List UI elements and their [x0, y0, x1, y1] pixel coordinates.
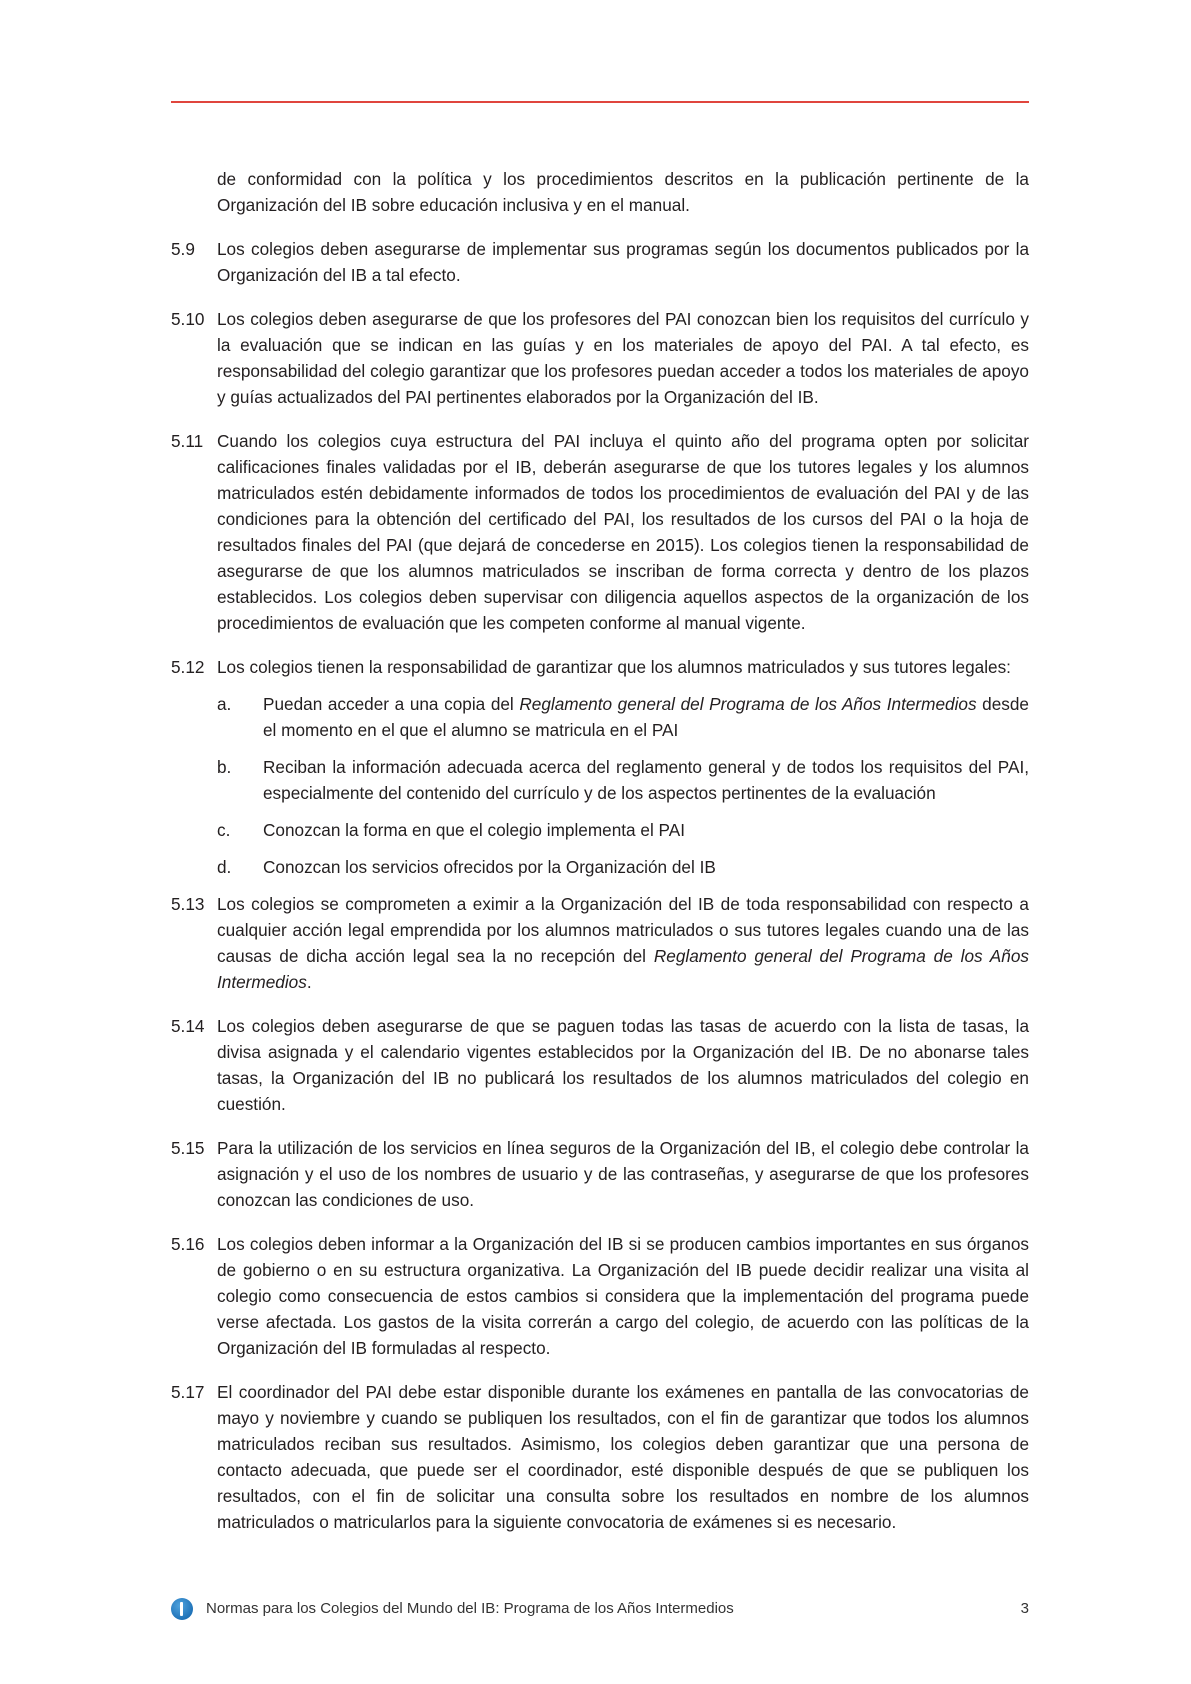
subclause-a [217, 691, 1029, 743]
clause-number: 5.12 [171, 657, 205, 677]
clause-number: 5.13 [171, 894, 205, 914]
clause-5-17 [171, 1379, 1029, 1535]
clause-text: Los colegios deben asegurarse de implementar sus programas según los documentos publicados por la Organización del IB a tal efecto. [217, 239, 1029, 285]
clause-text: El coordinador del PAI debe estar disponible durante los exámenes en pantalla de las convocatorias de mayo y noviembre y cuando se publiquen los resultados, con el fin de garantizar que todos los alumnos matriculados reciban sus resultados. Asimismo, los colegios deben garantizar que una persona de contacto adecuada, que puede ser el coordinador, esté disponible después de que se publiquen los resultados, con el fin de solicitar una consulta sobre los resultados en nombre de los alumnos matriculados o matricularlos para la siguiente convocatoria de exámenes si es necesario. [217, 1382, 1029, 1532]
ib-logo-icon [171, 1598, 193, 1620]
clause-5-16 [171, 1231, 1029, 1361]
clause-5-15 [171, 1135, 1029, 1213]
clause-5-13 [171, 891, 1029, 995]
clause-text: Los colegios deben informar a la Organización del IB si se producen cambios importantes en sus órganos de gobierno o en su estructura organizativa. La Organización del IB puede decidir realizar una visita al colegio como consecuencia de estos cambios si considera que la implementación del programa puede verse afectada. Los gastos de la visita correrán a cargo del colegio, de acuerdo con las políticas de la Organización del IB formuladas al respecto. [217, 1234, 1029, 1358]
subclause-text: Reciban la información adecuada acerca del reglamento general y de todos los requisitos del PAI, especialmente del contenido del currículo y de los aspectos pertinentes de la evaluación [263, 757, 1029, 803]
clause-italic-title: Reglamento general del Programa de los Años Intermedios [217, 946, 1029, 992]
clause-5-14 [171, 1013, 1029, 1117]
clause-number: 5.11 [171, 431, 204, 451]
page-number: 3 [1020, 1600, 1029, 1617]
intro-paragraph: de conformidad con la política y los procedimientos descritos en la publicación pertinente de la Organización del IB sobre educación inclusiva y en el manual. [217, 169, 1029, 215]
document-body [171, 166, 1029, 1535]
clause-text: Los colegios deben asegurarse de que los profesores del PAI conozcan bien los requisitos del currículo y la evaluación que se indican en las guías y en los materiales de apoyo del PAI. A tal efecto, es responsabilidad del colegio garantizar que los profesores puedan acceder a todos los materiales de apoyo y guías actualizados del PAI pertinentes elaborados por la Organización del IB. [217, 309, 1029, 407]
clause-number: 5.10 [171, 309, 205, 329]
subclause-d [217, 854, 1029, 880]
subclause-text: Conozcan los servicios ofrecidos por la Organización del IB [263, 857, 716, 877]
footer-title: Normas para los Colegios del Mundo del IB: Programa de los Años Intermedios [206, 1600, 734, 1617]
subclause-text-post: desde el momento en el que el alumno se matricula en el PAI [263, 694, 1029, 740]
clause-number: 5.16 [171, 1234, 205, 1254]
page-footer [171, 1598, 1029, 1624]
subclause-letter: c. [217, 820, 231, 840]
subclause-b [217, 754, 1029, 806]
clause-text: Los colegios tienen la responsabilidad de garantizar que los alumnos matriculados y sus tutores legales: [217, 657, 1011, 677]
clause-number: 5.17 [171, 1382, 205, 1402]
clause-number: 5.14 [171, 1016, 205, 1036]
subclause-text-pre: Puedan acceder a una copia del [263, 694, 520, 714]
subclause-letter: d. [217, 857, 232, 877]
clause-text: Los colegios deben asegurarse de que se paguen todas las tasas de acuerdo con la lista de tasas, la divisa asignada y el calendario vigentes establecidos por la Organización del IB. De no abonarse tales tasas, la Organización del IB no publicará los resultados de los alumnos matriculados del colegio en cuestión. [217, 1016, 1029, 1114]
clause-5-9 [171, 236, 1029, 288]
clause-text: Para la utilización de los servicios en línea seguros de la Organización del IB, el colegio debe controlar la asignación y el uso de los nombres de usuario y de las contraseñas, y asegurarse de que los profesores conozcan las condiciones de uso. [217, 1138, 1029, 1210]
clause-text: Cuando los colegios cuya estructura del PAI incluya el quinto año del programa opten por solicitar calificaciones finales validadas por el IB, deberán asegurarse de que los tutores legales y los alumnos matriculados estén debidamente informados de todos los procedimientos de evaluación del PAI y de las condiciones para la obtención del certificado del PAI, los resultados de los cursos del PAI o la hoja de resultados finales del PAI (que dejará de concederse en 2015). Los colegios tienen la responsabilidad de asegurarse de que los alumnos matriculados se inscriban de forma correcta y dentro de los plazos establecidos. Los colegios deben supervisar con diligencia aquellos aspectos de la organización de los procedimientos de evaluación que les competen conforme al manual vigente. [217, 431, 1029, 633]
subclause-letter: b. [217, 757, 232, 777]
subclause-text: Conozcan la forma en que el colegio implementa el PAI [263, 820, 685, 840]
subclause-c [217, 817, 1029, 843]
header-rule [171, 101, 1029, 103]
clause-5-10 [171, 306, 1029, 410]
clause-text-pre: Los colegios se comprometen a eximir a la Organización del IB de toda responsabilidad con respecto a cualquier acción legal emprendida por los alumnos matriculados o sus tutores legales cuando una de las causas de dicha acción legal sea la no recepción del [217, 894, 1029, 966]
clause-5-12 [171, 654, 1029, 680]
clause-5-11 [171, 428, 1029, 636]
clause-number: 5.9 [171, 239, 195, 259]
clause-number: 5.15 [171, 1138, 205, 1158]
subclause-letter: a. [217, 694, 232, 714]
clause-text-post: . [306, 972, 312, 992]
subclause-italic-title: Reglamento general del Programa de los Años Intermedios [519, 694, 977, 714]
